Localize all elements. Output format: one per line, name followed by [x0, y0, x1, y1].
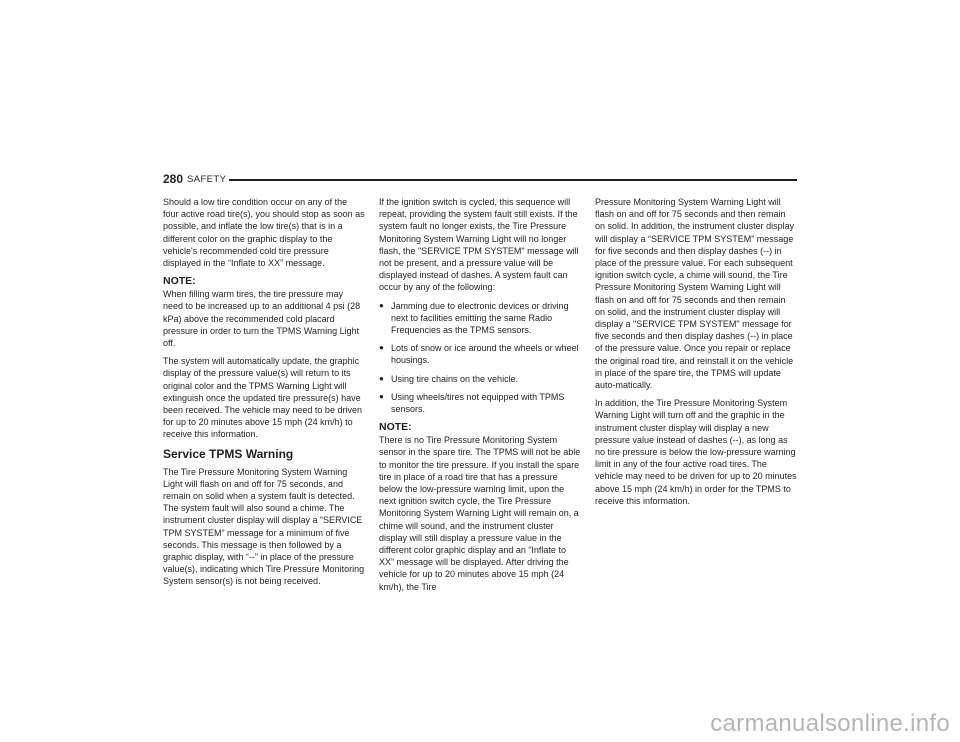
note-text: When filling warm tires, the tire pressure may need to be increased up to an additional 4 psi (28 kPa) above the recommended cold placard pressure in order to turn the TPMS Warning Light off.	[163, 289, 361, 349]
note-label: NOTE:	[379, 421, 412, 434]
list-item-text: Lots of snow or ice around the wheels or wheel housings.	[391, 343, 579, 366]
list-item	[379, 373, 581, 385]
paragraph: Pressure Monitoring System Warning Light will flash on and off for 75 seconds and then remain on solid. In addition, the instrument cluster display will display a “SERVICE TPM SYSTEM” message for five seconds and then display dashes (--) in place of the pressure value. For each subsequent ignition switch cycle, a chime will sound, the Tire Pressure Monitoring System Warning Light will flash on and off for 75 seconds and then remain on solid, and the instrument cluster display will display a "SERVICE TPM SYSTEM" message for five seconds and then display dashes (--) in place of the pressure value. Once you repair or replace the original road tire, and reinstall it on the vehicle in place of the spare tire, the TPMS will update auto-matically.	[595, 197, 795, 391]
list-item	[379, 342, 581, 366]
column-2	[379, 196, 581, 599]
bullet-list	[379, 300, 581, 416]
list-item-text: Jamming due to electronic devices or driving next to facilities emitting the same Radio Frequencies as the TPMS sensors.	[391, 300, 569, 336]
page-number: 280	[163, 172, 184, 186]
list-item	[379, 391, 581, 415]
watermark: carmanualsonline.info	[710, 710, 950, 737]
list-item-text: Using wheels/tires not equipped with TPMS sensors.	[391, 391, 565, 415]
bullet-icon: ●	[379, 343, 384, 353]
bullet-icon: ●	[379, 373, 384, 383]
list-item	[379, 300, 581, 337]
paragraph: The system will automatically update, the graphic display of the pressure value(s) will return to its original color and the TPMS Warning Light will extinguish once the updated tire pressure(s) have been received. The vehicle may need to be driven for up to 20 minutes above 15 mph (24 km/h) to receive this information.	[163, 356, 362, 440]
note-label: NOTE:	[163, 275, 196, 288]
header-rule	[229, 179, 797, 181]
list-item-text: Using tire chains on the vehicle.	[391, 373, 519, 384]
paragraph: The Tire Pressure Monitoring System Warning Light will flash on and off for 75 seconds, and remain on solid when a system fault is detected. The system fault will also sound a chime. The instrument cluster display will display a “SERVICE TPM SYSTEM” message for a minimum of five seconds. This message is then followed by a graphic display, with “--” in place of the pressure value(s), indicating which Tire Pressure Monitoring System sensor(s) is not being received.	[163, 466, 365, 587]
column-1	[163, 196, 365, 594]
paragraph: Should a low tire condition occur on any of the four active road tire(s), you should stop as soon as possible, and inflate the low tire(s) that is in a different color on the graphic display to the vehicle's recommended cold tire pressure displayed in the “Inflate to XX” message.	[163, 197, 365, 269]
note-text: There is no Tire Pressure Monitoring System sensor in the spare tire. The TPMS will not be able to monitor the tire pressure. If you install the spare tire in place of a road tire that has a pressure below the low-pressure warning limit, upon the next ignition switch cycle, the Tire Pressure Monitoring System Warning Light will remain on, a chime will sound, and the instrument cluster display will still display a pressure value in the different color graphic display and an “Inflate to XX” message will be displayed. After driving the vehicle for up to 20 minutes above 15 mph (24 km/h), the Tire	[379, 435, 581, 592]
paragraph: If the ignition switch is cycled, this sequence will repeat, providing the system fault still exists. If the system fault no longer exists, the Tire Pressure Monitoring System Warning Light will no longer flash, the "SERVICE TPM SYSTEM" message will not be present, and a pressure value will be displayed instead of dashes. A system fault can occur by any of the following:	[379, 197, 579, 293]
column-3	[595, 196, 797, 513]
page-header	[163, 172, 797, 188]
section-title: SAFETY	[187, 174, 227, 185]
bullet-icon: ●	[379, 300, 384, 310]
bullet-icon: ●	[379, 391, 384, 401]
section-heading: Service TPMS Warning	[163, 446, 294, 461]
paragraph: In addition, the Tire Pressure Monitoring System Warning Light will turn off and the graphic in the instrument cluster display will display a new pressure value instead of dashes (--), as long as no tire pressure is below the low-pressure warning limit in any of the four active road tires. The vehicle may need to be driven for up to 20 minutes above 15 mph (24 km/h) in order for the TPMS to receive this information.	[595, 398, 797, 506]
